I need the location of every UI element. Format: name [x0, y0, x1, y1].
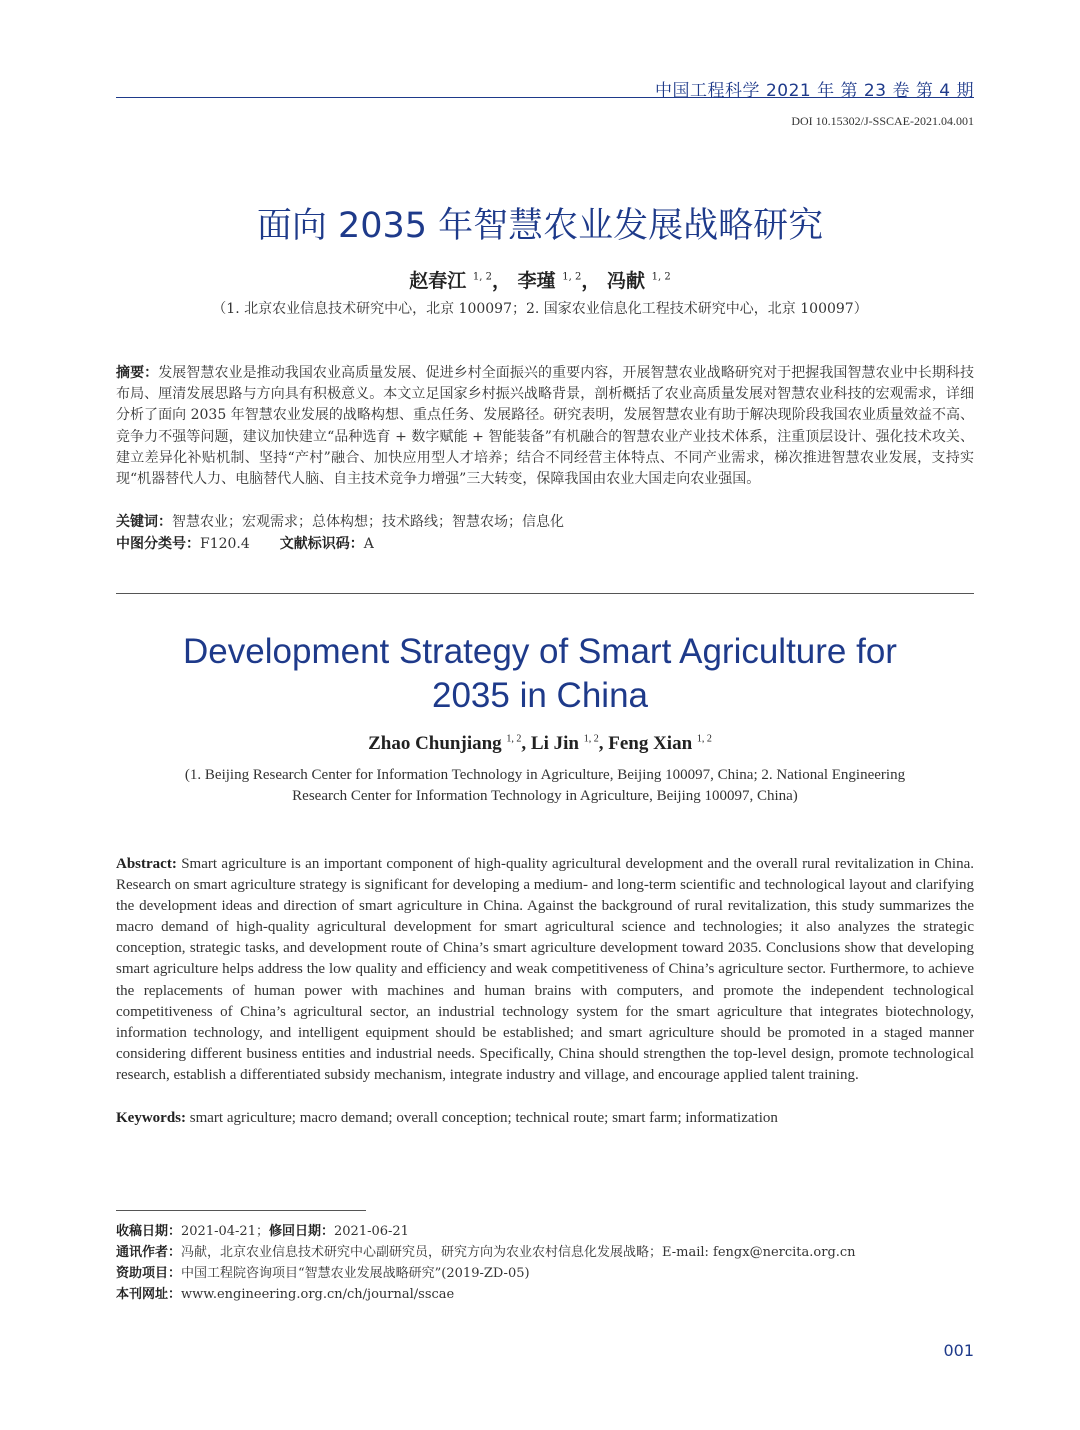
keywords-text: smart agriculture; macro demand; overall conception; technical route; smart farm; informatization	[189, 1110, 778, 1126]
class-label: 中图分类号：	[116, 536, 200, 552]
english-title-line: Development Strategy of Smart Agriculture for	[183, 632, 897, 671]
author-name: 赵春江	[409, 270, 467, 292]
english-affiliation-line: (1. Beijing Research Center for Information Technology in Agriculture, Beijing 100097, China; 2. National Engineering	[184, 767, 906, 783]
footnote-rule	[116, 1210, 366, 1211]
revised-date: 2021-06-21	[334, 1224, 409, 1239]
keywords-text: 智慧农业；宏观需求；总体构想；技术路线；智慧农场；信息化	[172, 514, 564, 530]
keywords-label: 关键词：	[116, 514, 172, 530]
revised-label: 修回日期：	[268, 1224, 334, 1239]
author-affiliation-marker: 1, 2	[696, 733, 712, 745]
author-name: 冯献	[607, 270, 646, 292]
doc-code-label: 文献标识码：	[279, 536, 364, 552]
received-dates	[116, 1220, 974, 1239]
fund-label: 资助项目：	[116, 1266, 182, 1281]
author-name: Zhao Chunjiang	[368, 733, 502, 754]
doc-code-value: A	[363, 536, 374, 552]
classification-line	[116, 534, 974, 555]
doi: DOI 10.15302/J-SSCAE-2021.04.001	[791, 114, 974, 128]
author-affiliation-marker: 1, 2	[651, 271, 671, 283]
page-number: 001	[943, 1341, 974, 1360]
author-affiliation-marker: 1, 2	[472, 271, 492, 283]
url-text: www.engineering.org.cn/ch/journal/sscae	[181, 1287, 455, 1302]
author-name: 李瑾	[517, 270, 556, 292]
english-title-line: 2035 in China	[432, 676, 648, 715]
received-label: 收稿日期：	[116, 1224, 182, 1239]
journal-header: 中国工程科学 2021 年 第 23 卷 第 4 期	[655, 81, 974, 101]
author-affiliation-marker: 1, 2	[506, 733, 522, 745]
keywords-label: Keywords:	[116, 1110, 186, 1126]
fund-text: 中国工程院咨询项目“智慧农业发展战略研究”(2019-ZD-05)	[181, 1266, 530, 1281]
chinese-title: 面向 2035 年智慧农业发展战略研究	[256, 206, 824, 246]
chinese-authors	[0, 266, 1080, 293]
english-title	[0, 630, 1080, 718]
funding	[116, 1262, 974, 1281]
journal-url	[116, 1283, 974, 1302]
abstract-text: Smart agriculture is an important component of high-quality agricultural development and the overall rural revitalization in China. Research on smart agriculture strategy is significant for developing a medium- and long-term scientific and technological layout and clarifying the development ideas and direction of smart agriculture in China. Against the background of rural revitalization, this study summarizes the macro demand of high-quality agricultural development for smart agricultural science and technologies; it also analyzes the strategic conception, strategic tasks, and development route of China’s smart agriculture development toward 2035. Conclusions show that developing smart agriculture helps address the low quality and efficiency and weak competitiveness of China’s agriculture sector. Furthermore, to achieve the replacements of human power with machines and human brains with computers, and promote the independent technological competitiveness of China’s agricultural sector, an industrial technology system for the smart agriculture that integrates biotechnology, information technology, and intelligent equipment should be established; and smart agriculture should be promoted in a staged manner considering different business entities and industrial needs. Specifically, China should strengthen the top-level design, promote technological research, establish a differentiated subsidy mechanism, integrate industry and village, and encourage applied talent training.	[116, 856, 975, 1083]
corr-label: 通讯作者：	[116, 1245, 182, 1260]
chinese-keywords	[116, 512, 974, 533]
url-label: 本刊网址：	[116, 1287, 182, 1302]
author-separator: ,	[598, 733, 609, 754]
author-separator: ,	[521, 733, 531, 754]
author-name: Li Jin	[530, 733, 579, 754]
header-rule	[116, 97, 974, 98]
corresponding-author	[116, 1241, 974, 1260]
author-separator: ，	[581, 270, 601, 292]
author-separator: ，	[491, 270, 511, 292]
abstract-text: 发展智慧农业是推动我国农业高质量发展、促进乡村全面振兴的重要内容，开展智慧农业战略研究对于把握我国智慧农业中长期科技布局、厘清发展思路与方向具有积极意义。本文立足国家乡村振兴战略背景，剖析概括了农业高质量发展对智慧农业科技的宏观需求，详细分析了面向 2035 年智慧农业发展的战略构想、重点任务、发展路径。研究表明，发展智慧农业有助于解决现阶段我国农业质量效益不高、竞争力不强等问题，建议加快建立“品种选育 + 数字赋能 + 智能装备”有机融合的智慧农业产业技术体系，注重顶层设计、强化技术攻关、建立差异化补贴机制、坚持“产村”融合、加快应用型人才培养；结合不同经营主体特点、不同产业需求，梯次推进智慧农业发展，支持实现“机器替代人力、电脑替代人脑、自主技术竞争力增强”三大转变，保障我国由农业大国走向农业强国。	[116, 365, 974, 488]
chinese-affiliation: （1. 北京农业信息技术研究中心，北京 100097；2. 国家农业信息化工程技术研究中心，北京 100097）	[212, 301, 868, 317]
english-authors	[0, 733, 1080, 755]
author-name: Feng Xian	[608, 733, 693, 754]
english-affiliation	[150, 765, 940, 807]
abstract-label: Abstract:	[116, 856, 177, 872]
english-keywords	[116, 1108, 974, 1129]
english-affiliation-line: Research Center for Information Technology in Agriculture, Beijing 100097, China)	[292, 788, 798, 804]
received-date: 2021-04-21；	[181, 1224, 269, 1239]
corr-text: 冯献，北京农业信息技术研究中心副研究员，研究方向为农业农村信息化发展战略；E-mail: fengx@nercita.org.cn	[181, 1245, 856, 1260]
author-affiliation-marker: 1, 2	[583, 733, 599, 745]
english-abstract	[116, 854, 974, 1086]
section-divider	[116, 593, 974, 594]
author-affiliation-marker: 1, 2	[562, 271, 582, 283]
chinese-abstract	[116, 363, 974, 490]
class-value: F120.4	[200, 536, 250, 552]
abstract-label: 摘要：	[116, 365, 159, 381]
